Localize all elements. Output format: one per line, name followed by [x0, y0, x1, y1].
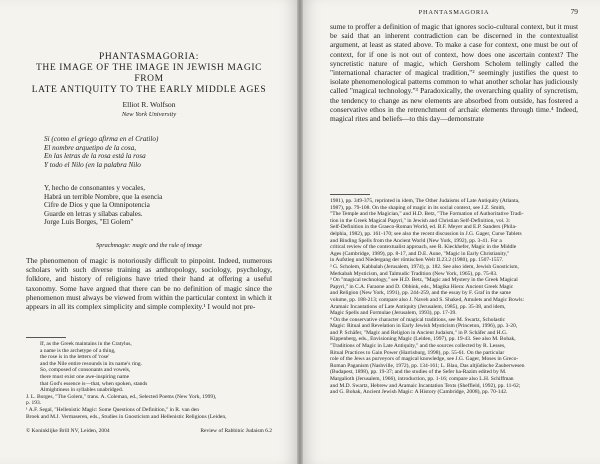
footnote-line: ¹ A.F. Segal, "Hellenistic Magic: Some Questions of Definition," in R. van den — [26, 406, 199, 413]
article-title — [26, 52, 272, 96]
epigraph-stanza-2 — [44, 184, 272, 227]
footnote-line: Merkabah Mysticism, and Talmudic Tradition (New York, 1965), pp. 75-83. — [330, 270, 498, 277]
author-name: Elliot R. Wolfson — [122, 100, 176, 109]
section-heading: Sprachmagie: magic and the rule of image — [96, 242, 202, 249]
footnote-line: Margalioth (Jerusalem, 1966), introduction, pp. 1-16; compare also L.H. Schiffman — [330, 376, 514, 383]
verse-line: El nombre arquetipo de la cosa, — [44, 143, 137, 152]
title-line: PHANTASMAGORIA: — [98, 52, 200, 62]
footnote-line: 1987), pp. 79-108. On the shaping of magic in its social context, see J.Z. Smith, — [330, 204, 506, 211]
footnote-line: (Budapest, 1898), pp. 19-37; and the studies of the Sefer ha-Razim edited by M. — [330, 369, 507, 376]
footnote-line: and the Nile entire resounds in its name's ring. — [40, 360, 142, 367]
footnote-line: Broek and M.J. Vermaseren, eds., Studies in Gnosticism and Hellenistic Religions (Leiden, — [26, 413, 227, 420]
verse-line: Si (como el griego afirma en el Cratilo) — [44, 135, 159, 143]
footnote-line: that God's essence is—that, when spoken, stands — [40, 380, 148, 387]
footnote-line: Ritual Practices to Gain Power (Harrisburg, 1998), pp. 55-61. On the particular — [330, 349, 505, 356]
epigraph-stanza-1 — [44, 135, 272, 169]
footnote-line: and P. Schäfer, "Magic and Religion in Ancient Judaism," in P. Schäfer and H.G. — [330, 329, 508, 336]
verse-line: Cifre de Dios y que la Omnipotencia — [44, 201, 150, 210]
running-head: PHANTASMAGORIA — [418, 9, 490, 16]
footnote-line: J. L. Borges, "The Golem," trans. A. Coleman, ed., Selected Poems (New York, 1999), — [26, 393, 217, 400]
verse-line: Habrá un terrible Nombre, que la esencia — [44, 192, 163, 201]
footnote-line: and Binding Spells from the Ancient World (New York, 1992), pp. 3-41. For a — [330, 237, 502, 244]
body-text: sume to proffer a definition of magic that ignores socio-cultural context, but it must be said that an inherent contradiction can be discerned in the contextualist argument, at least as stated above. To make a case for context, one must be out of context, for if one is not out of context, how does one ascertain context? The syncretistic nature of magic, which Gershom Scholem tellingly called the "international character of magical tradition,"² seemingly justifies the quest to isolate phenomenological patterns common to what another scholar has judiciously called "magical technology."³ Paradoxically, the overarching quality of syncretism, the tendency to change as new elements are absorbed from outside, has fostered a conservative ethos in the retrenchment of archaic elements through time.⁴ Indeed, magical rites and beliefs—to this day—demonstrate — [330, 22, 578, 124]
verse-line: Guarde en letras y sílabas cabales. — [44, 209, 143, 218]
footnotes — [26, 341, 272, 421]
footnote-line: "The Temple and the Magician," and H.D. Betz, "The Formation of Authoritative Tradi- — [330, 211, 524, 218]
footnote-line: ² G. Scholem, Kabbalah (Jerusalem, 1974), p. 182. See also idem, Jewish Gnosticism, — [330, 263, 519, 270]
footnote-line: Aramaic Incantations of Late Antiquity (Jerusalem, 1985), pp. 35-38, and idem, — [330, 303, 506, 310]
footnote-line: Almightiness in syllables unabridged. — [40, 387, 124, 394]
footnote-line: in Aufstieg und Niedergang der römischen Welt II.23.2 (1980), pp. 1507-1557. — [330, 257, 504, 264]
footnote-line: the rose is in the letters of 'rose' — [40, 354, 110, 361]
footnote-line: there must exist one awe-inspiring name — [40, 373, 130, 380]
footnote-line: role of the Jews as purveyors of magical knowledge, see J.G. Gager, Moses in Greco- — [330, 356, 519, 363]
title-line: LATE ANTIQUITY TO THE EARLY MIDDLE AGES — [31, 85, 267, 95]
footnote-line: p. 193. — [26, 400, 42, 407]
footnote-line: Papyri," in C.A. Faraone and D. Obbink, eds., Magika Hiera: Ancient Greek Magic — [330, 283, 514, 290]
author-affiliation: New York University — [121, 111, 177, 118]
copyright-line — [26, 428, 272, 434]
footnote-line: ³ On "magical technology," see H.D. Betz, "Magic and Mystery in the Greek Magical — [330, 277, 518, 284]
footnote-line: 1981), pp. 349-375, reprinted in idem, The Other Judaisms of Late Antiquity (Atlanta, — [330, 198, 520, 204]
footnote-line: So, composed of consonants and vowels, — [40, 367, 131, 374]
footnote-line: volume, pp. 188-213; compare also J. Naveh and S. Shaked, Amulets and Magic Bowls: — [330, 296, 524, 303]
footnote-line: and M.D. Swartz, Hebrew and Aramaic Incantation Texts (Sheffield, 1992), pp. 11-62; — [330, 382, 521, 389]
footnote-line: delphia, 1982), pp. 161-170; see also the recent discussion in J.G. Gager, Curse Tablets — [330, 230, 522, 237]
journal-name: Review of Rabbinic Judaism 6.2 — [200, 428, 272, 434]
footnote-line: Ages (Cambridge, 1989), pp. 8-17, and D.E. Aune, "Magic in Early Christianity," — [330, 250, 510, 257]
footnote-line: and G. Bohak, Ancient Jewish Magic: A History (Cambridge, 2008), pp. 70-142. — [330, 389, 508, 396]
publisher-copyright: © Koninklijke Brill NV, Leiden, 2004 — [26, 428, 110, 434]
footnote-line: If, as the Greek maintains in the Cratylus, — [40, 341, 132, 347]
rule-line — [26, 337, 66, 338]
verse-line: Jorge Luis Borges, "El Golem" — [44, 218, 134, 227]
footnote-line: a name is the archetype of a thing, — [40, 347, 116, 354]
footnote-line: Self-Definition in the Graeco-Roman World, ed. B.F. Meyer and E.P. Sanders (Phila- — [330, 224, 517, 231]
footnote-line: "Traditions of Magic in Late Antiquity," and the sources collected by R. Lesses, — [330, 343, 506, 350]
title-line: THE IMAGE OF THE IMAGE IN JEWISH MAGIC FROM — [35, 63, 263, 84]
verse-line: Y, hecho de consonantes y vocales, — [44, 184, 146, 192]
footnote-line: ⁴ On the conservative character of magical traditions, see M. Swartz, Scholastic — [330, 316, 506, 323]
footnote-line: Kippenberg, eds., Envisioning Magic (Leiden, 1997), pp. 19-43. See also M. Bohak, — [330, 336, 516, 343]
footnote-line: critical review of the contextualist approach, see R. Kieckhefer, Magic in the Middle — [330, 244, 517, 251]
footnote-line: Magic: Ritual and Revelation in Early Jewish Mysticism (Princeton, 1996), pp. 3-20, — [330, 323, 518, 330]
right-page — [300, 0, 600, 464]
footnote-line: and Religion (New York, 1991), pp. 244-259, and the essay by F. Graf in the same — [330, 290, 511, 297]
page-number: 79 — [570, 7, 578, 16]
rule-line — [330, 194, 370, 195]
verse-line: Y todo el Nilo (en la palabra Nilo — [44, 160, 141, 169]
footnote-rule — [330, 194, 578, 195]
footnote-rule — [26, 337, 272, 338]
verse-line: En las letras de la rosa está la rosa — [44, 152, 146, 161]
footnote-line: Magic Spells and Formulae (Jerusalem, 1993), pp. 17-39. — [330, 310, 457, 317]
body-text: The phenomenon of magic is notoriously difficult to pinpoint. Indeed, numerous scholars with such diverse training as anthropology, sociology, psychology, folklore, and history of religions have tried their hand at offering a useful taxonomy. Some have argued that there can be no definition of magic since the phenomenon must always be viewed from within the particular context in which it appears in all its complex simplicity and simple complexity.¹ I would not pre- — [26, 256, 272, 312]
footnote-line: tion in the Greek Magical Papyri," in Jewish and Christian Self-Definition, vol. 3: — [330, 217, 511, 224]
footnote-line: Roman Paganism (Nashville, 1972), pp. 134-161; L. Blau, Das altjüdische Zauberwesen — [330, 362, 525, 369]
book-gutter — [297, 0, 303, 464]
footnotes — [330, 198, 578, 454]
